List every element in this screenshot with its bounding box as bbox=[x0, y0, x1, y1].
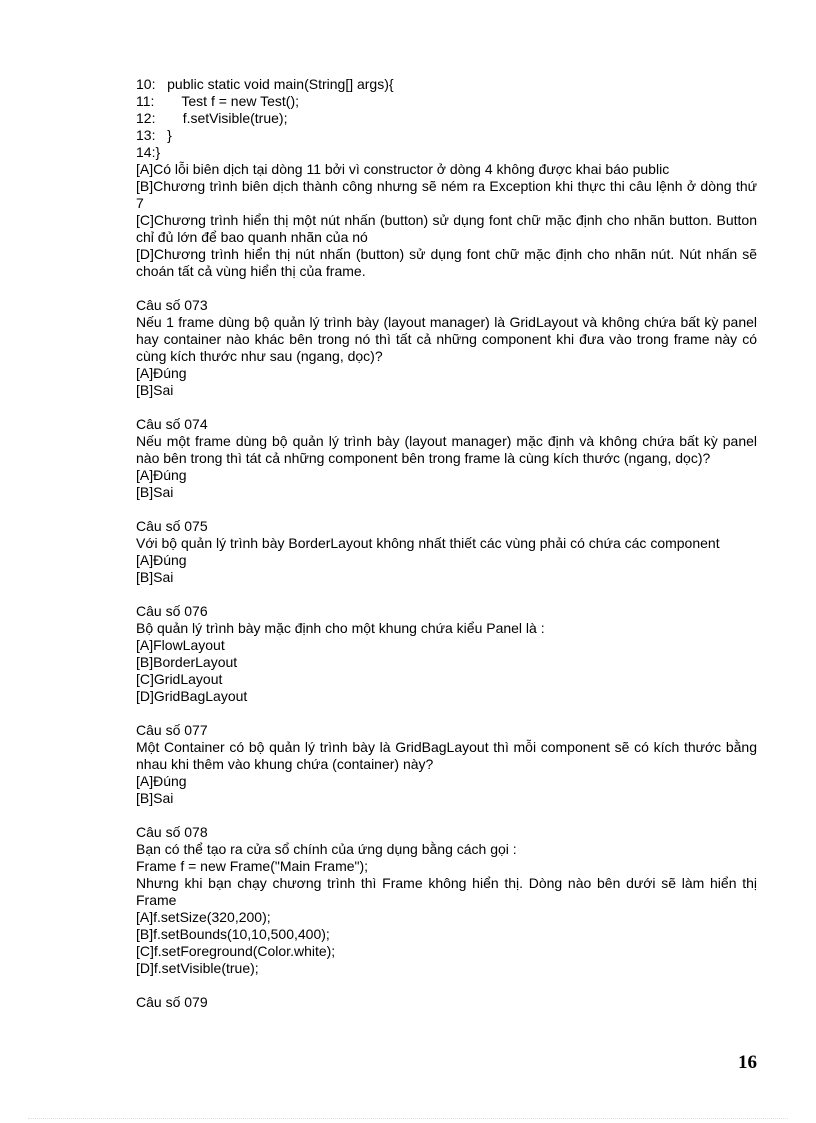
answer-option: [B]Sai bbox=[136, 382, 174, 398]
question-label: Câu số 078 bbox=[136, 824, 208, 840]
answer-option: [D]GridBagLayout bbox=[136, 688, 248, 704]
spacer bbox=[136, 399, 757, 416]
question-text: Nếu một frame dùng bộ quản lý trình bày (layout manager) mặc định và không chứa bất kỳ panel nào bên trong thì tát cả những component bên trong frame là cùng kích thước (ngang, dọc)? bbox=[136, 433, 757, 466]
question-text: Nếu 1 frame dùng bộ quản lý trình bày (layout manager) là GridLayout và không chứa bất kỳ panel hay container nào khác bên trong nó thì tất cả những component khi đưa vào trong frame này có cùng kích thước như sau (ngang, dọc)? bbox=[136, 314, 757, 364]
question-079 bbox=[136, 994, 757, 1011]
spacer bbox=[136, 586, 757, 603]
spacer bbox=[136, 280, 757, 297]
question-text: Bạn có thể tạo ra cửa sổ chính của ứng dụng bằng cách gọi : bbox=[136, 841, 517, 857]
question-074 bbox=[136, 416, 757, 501]
answer-option: [B]BorderLayout bbox=[136, 654, 238, 670]
answer-option: [D]f.setVisible(true); bbox=[136, 960, 259, 976]
spacer bbox=[136, 977, 757, 994]
code-snippet bbox=[136, 76, 757, 161]
question-text: Nhưng khi bạn chạy chương trình thì Frame không hiển thị. Dòng nào bên dưới sẽ làm hiển thị Frame bbox=[136, 875, 757, 908]
spacer bbox=[136, 501, 757, 518]
code-line: 12: f.setVisible(true); bbox=[136, 110, 288, 126]
question-073 bbox=[136, 297, 757, 399]
answer-option: [C]GridLayout bbox=[136, 671, 223, 687]
answer-option: [C]Chương trình hiển thị một nút nhấn (button) sử dụng font chữ mặc định cho nhãn button. Button chỉ đủ lớn để bao quanh nhãn của nó bbox=[136, 212, 757, 245]
answer-option: [C]f.setForeground(Color.white); bbox=[136, 943, 336, 959]
question-text: Bộ quản lý trình bày mặc định cho một khung chứa kiểu Panel là : bbox=[136, 620, 545, 636]
answer-option: [A]FlowLayout bbox=[136, 637, 225, 653]
answer-option: [A]Đúng bbox=[136, 552, 187, 568]
answer-option: [A]Đúng bbox=[136, 773, 187, 789]
footer-divider bbox=[28, 1118, 788, 1119]
question-label: Câu số 079 bbox=[136, 994, 208, 1010]
answer-option: [A]Đúng bbox=[136, 467, 187, 483]
question-077 bbox=[136, 722, 757, 807]
code-line: 10: public static void main(String[] args){ bbox=[136, 76, 394, 92]
code-line: 11: Test f = new Test(); bbox=[136, 93, 300, 109]
question-text: Với bộ quản lý trình bày BorderLayout không nhất thiết các vùng phải có chứa các component bbox=[136, 535, 720, 551]
question-text: Một Container có bộ quản lý trình bày là GridBagLayout thì mỗi component sẽ có kích thước bằng nhau khi thêm vào khung chứa (container) này? bbox=[136, 739, 757, 772]
answer-option: [A]Đúng bbox=[136, 365, 187, 381]
code-line: 14:} bbox=[136, 144, 161, 160]
answer-option: [B]Sai bbox=[136, 569, 174, 585]
answer-option: [A]Có lỗi biên dịch tại dòng 11 bởi vì constructor ở dòng 4 không được khai báo public bbox=[136, 161, 670, 177]
question-label: Câu số 073 bbox=[136, 297, 208, 313]
question-code: Frame f = new Frame("Main Frame"); bbox=[136, 858, 369, 874]
question-075 bbox=[136, 518, 757, 586]
question-label: Câu số 076 bbox=[136, 603, 208, 619]
page-number: 16 bbox=[738, 1052, 757, 1073]
answer-option: [D]Chương trình hiển thị nút nhấn (button) sử dụng font chữ mặc định cho nhãn nút. Nút nhấn sẽ choán tất cả vùng hiển thị của frame. bbox=[136, 246, 757, 279]
question-label: Câu số 074 bbox=[136, 416, 208, 432]
answer-option: [B]Sai bbox=[136, 484, 174, 500]
page-content bbox=[136, 76, 757, 1011]
question-076 bbox=[136, 603, 757, 705]
question-072-options bbox=[136, 161, 757, 280]
spacer bbox=[136, 807, 757, 824]
answer-option: [B]Chương trình biên dịch thành công nhưng sẽ ném ra Exception khi thực thi câu lệnh ở dòng thứ 7 bbox=[136, 178, 757, 211]
question-label: Câu số 075 bbox=[136, 518, 208, 534]
answer-option: [B]f.setBounds(10,10,500,400); bbox=[136, 926, 330, 942]
question-label: Câu số 077 bbox=[136, 722, 208, 738]
answer-option: [B]Sai bbox=[136, 790, 174, 806]
answer-option: [A]f.setSize(320,200); bbox=[136, 909, 271, 925]
code-line: 13: } bbox=[136, 127, 172, 143]
spacer bbox=[136, 705, 757, 722]
question-078 bbox=[136, 824, 757, 977]
